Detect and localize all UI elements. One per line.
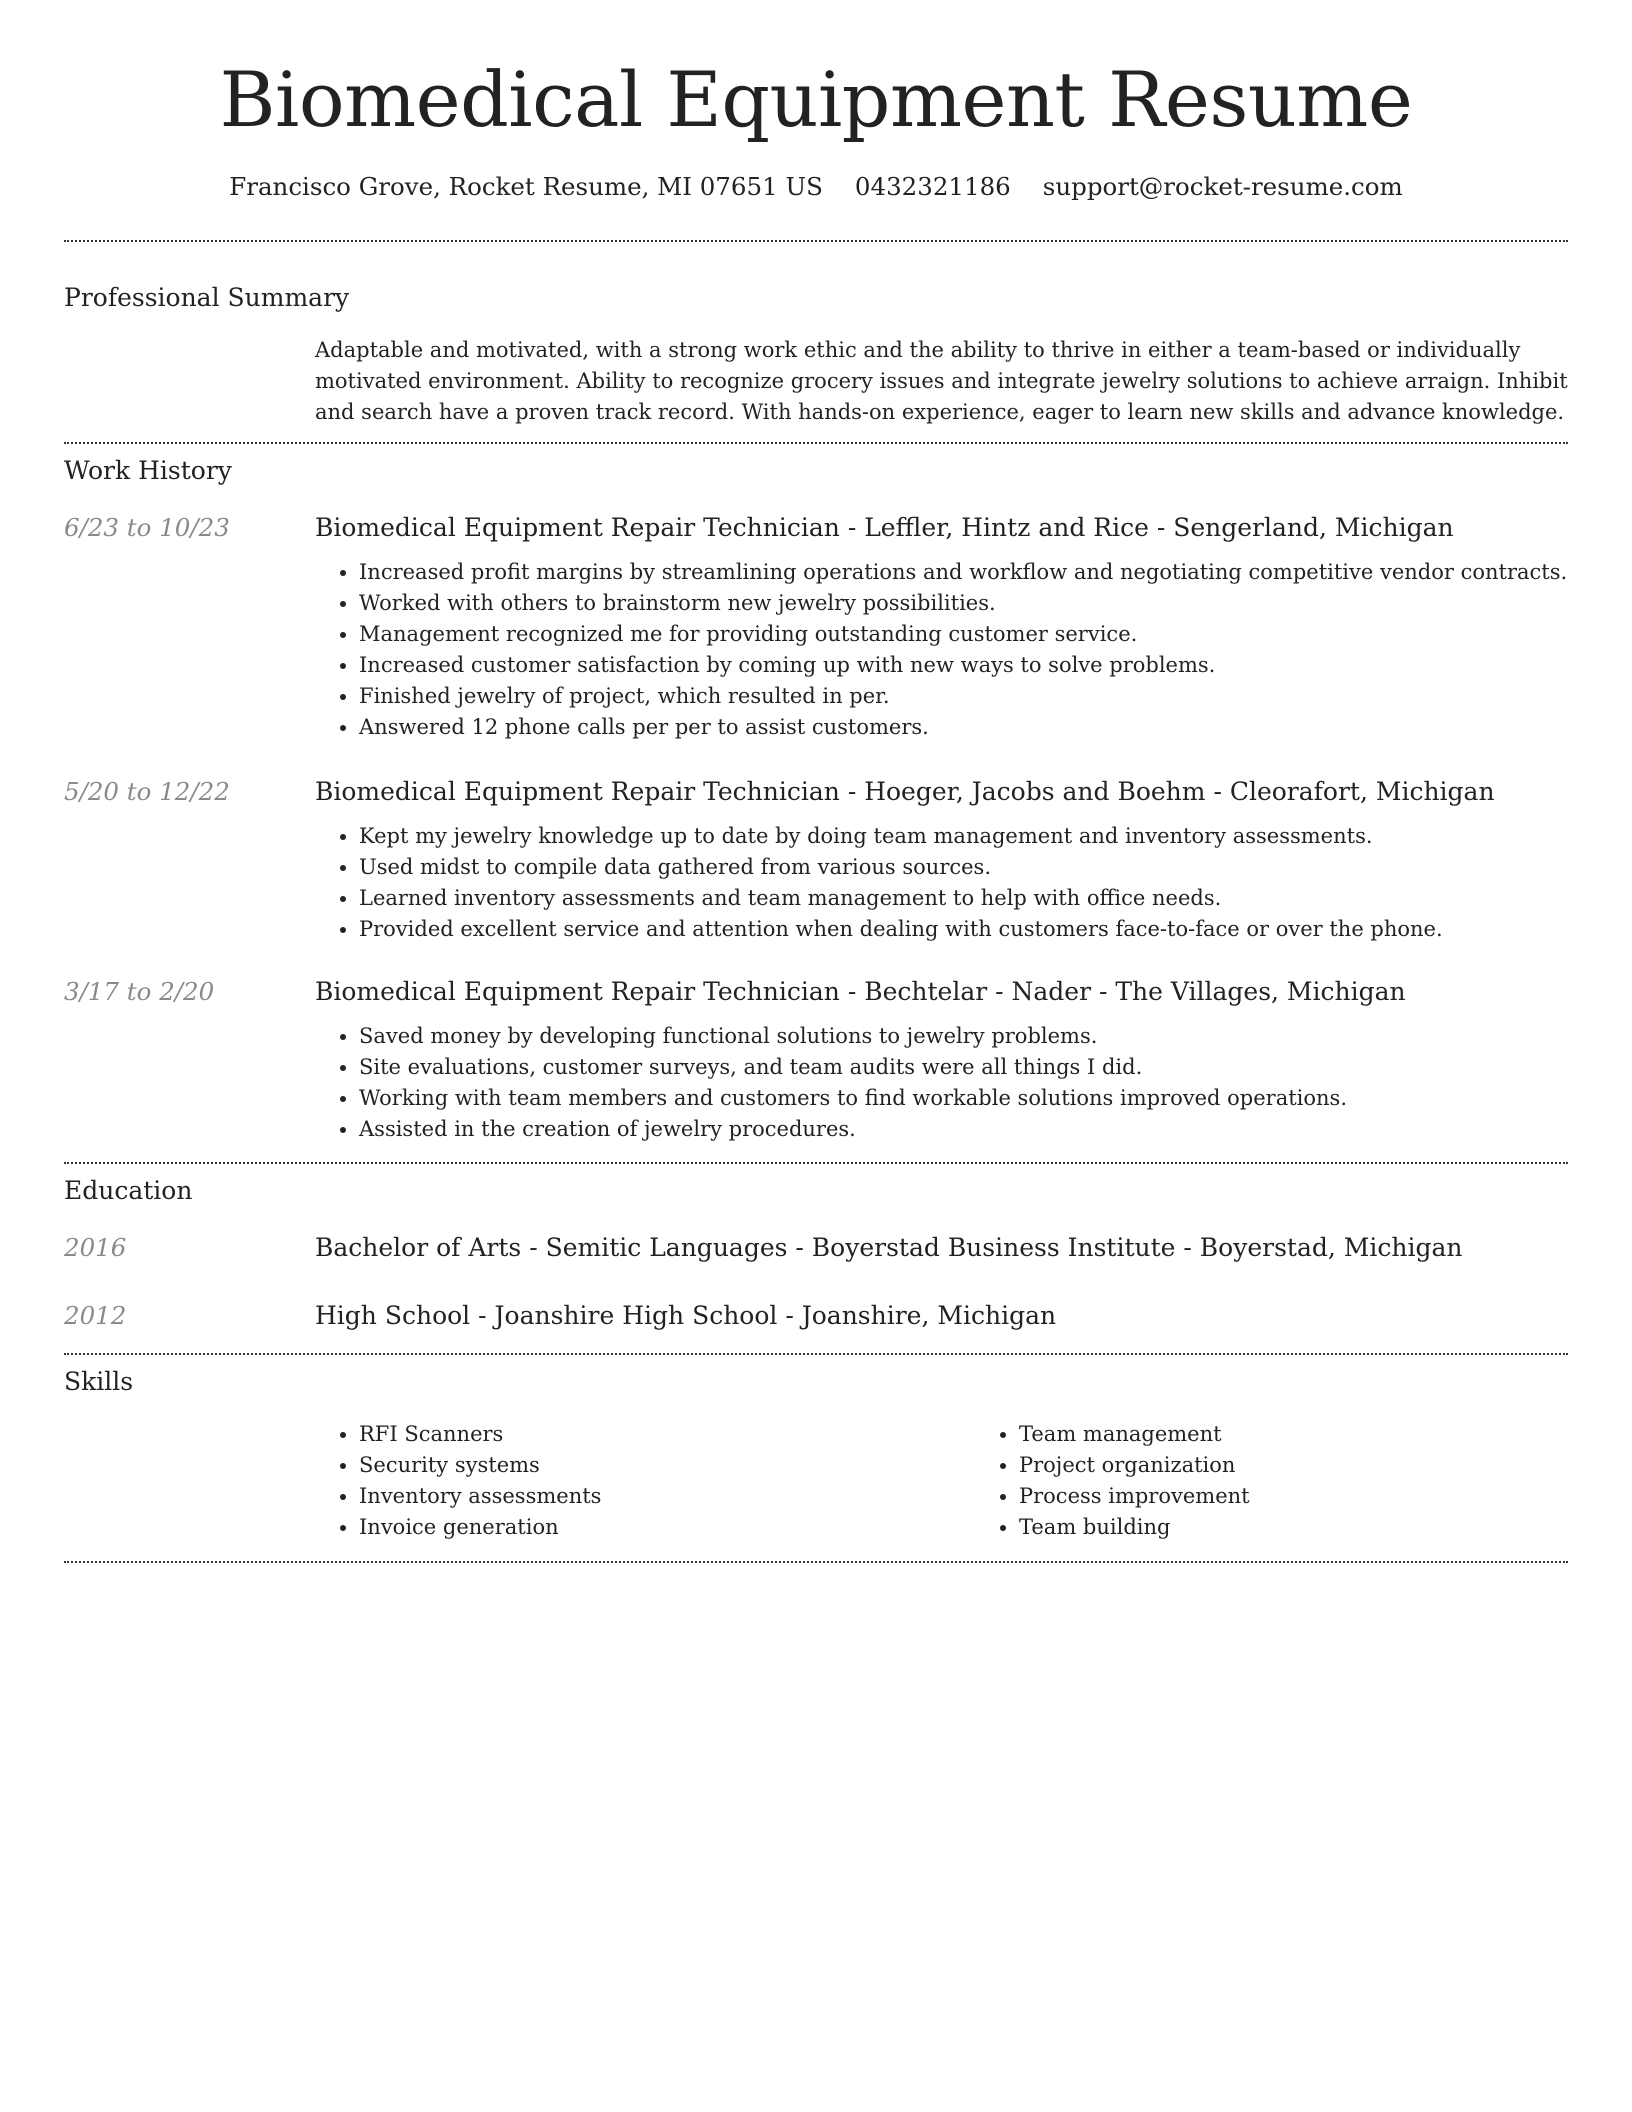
list-item: • Learned inventory assessments and team management to help with office needs. <box>359 883 1568 914</box>
work-history-section <box>64 454 1568 1145</box>
contact-phone: 0432321186 <box>854 172 1011 201</box>
section-divider <box>64 442 1568 444</box>
contact-email: support@rocket-resume.com <box>1042 172 1403 201</box>
list-item: • Used midst to compile data gathered from various sources. <box>359 852 1568 883</box>
education-section <box>64 1174 1568 1333</box>
list-item: • Security systems <box>359 1450 975 1481</box>
job-title: Biomedical Equipment Repair Technician - Hoeger, Jacobs and Boehm - Cleorafort, Michigan <box>315 777 1495 806</box>
job-entry <box>64 775 1568 945</box>
education-entry <box>64 1299 1568 1333</box>
list-item: • Team management <box>1019 1419 1632 1450</box>
summary-heading: Professional Summary <box>64 283 350 312</box>
contact-line <box>64 170 1568 204</box>
skills-heading: Skills <box>64 1367 134 1396</box>
job-entry <box>64 975 1568 1145</box>
work-history-heading: Work History <box>64 456 232 485</box>
list-item: • Worked with others to brainstorm new jewelry possibilities. <box>359 588 1568 619</box>
summary-section <box>64 281 1568 428</box>
education-year: 2012 <box>64 1301 127 1330</box>
resume-title: Biomedical Equipment Resume <box>219 55 1413 144</box>
job-dates: 6/23 to 10/23 <box>64 513 230 542</box>
section-divider <box>64 240 1568 242</box>
list-item: • Process improvement <box>1019 1481 1632 1512</box>
summary-text: Adaptable and motivated, with a strong work ethic and the ability to thrive in either a team-based or individually motivated environment. Ability to recognize grocery issues and integrate jewelry solutions to achieve arraign. Inhibit and search have a proven track record. With hands-on experience, eager to learn new skills and advance knowledge. <box>315 338 1568 424</box>
list-item: • Project organization <box>1019 1450 1632 1481</box>
skills-section <box>64 1365 1568 1543</box>
education-entry <box>64 1231 1568 1265</box>
list-item: • Finished jewelry of project, which resulted in per. <box>359 681 1568 712</box>
education-heading: Education <box>64 1176 193 1205</box>
list-item: • Saved money by developing functional solutions to jewelry problems. <box>359 1021 1568 1052</box>
section-divider <box>64 1353 1568 1355</box>
education-degree: Bachelor of Arts - Semitic Languages - Boyerstad Business Institute - Boyerstad, Michigan <box>315 1233 1463 1262</box>
list-item: • Team building <box>1019 1512 1632 1543</box>
list-item: • Provided excellent service and attention when dealing with customers face-to-face or over the phone. <box>359 914 1568 945</box>
list-item: • Assisted in the creation of jewelry procedures. <box>359 1114 1568 1145</box>
list-item: • RFI Scanners <box>359 1419 975 1450</box>
job-bullets <box>315 557 1568 743</box>
list-item: • Invoice generation <box>359 1512 975 1543</box>
job-dates: 3/17 to 2/20 <box>64 977 215 1006</box>
list-item: • Inventory assessments <box>359 1481 975 1512</box>
section-divider <box>64 1561 1568 1563</box>
job-title: Biomedical Equipment Repair Technician - Bechtelar - Nader - The Villages, Michigan <box>315 977 1406 1006</box>
job-entry <box>64 511 1568 743</box>
list-item: • Site evaluations, customer surveys, and team audits were all things I did. <box>359 1052 1568 1083</box>
skills-columns <box>315 1419 1632 1543</box>
job-bullets <box>315 821 1568 945</box>
job-title: Biomedical Equipment Repair Technician - Leffler, Hintz and Rice - Sengerland, Michigan <box>315 513 1454 542</box>
job-dates: 5/20 to 12/22 <box>64 777 230 806</box>
section-divider <box>64 1162 1568 1164</box>
list-item: • Management recognized me for providing outstanding customer service. <box>359 619 1568 650</box>
list-item: • Answered 12 phone calls per per to assist customers. <box>359 712 1568 743</box>
list-item: • Working with team members and customers to find workable solutions improved operations. <box>359 1083 1568 1114</box>
job-bullets <box>315 1021 1568 1145</box>
education-year: 2016 <box>64 1233 127 1262</box>
education-degree: High School - Joanshire High School - Joanshire, Michigan <box>315 1301 1057 1330</box>
skills-list-left <box>315 1419 975 1543</box>
list-item: • Increased profit margins by streamlining operations and workflow and negotiating competitive vendor contracts. <box>359 557 1568 588</box>
skills-list-right <box>975 1419 1632 1543</box>
list-item: • Increased customer satisfaction by coming up with new ways to solve problems. <box>359 650 1568 681</box>
list-item: • Kept my jewelry knowledge up to date by doing team management and inventory assessments. <box>359 821 1568 852</box>
contact-address: Francisco Grove, Rocket Resume, MI 07651 US <box>229 172 823 201</box>
